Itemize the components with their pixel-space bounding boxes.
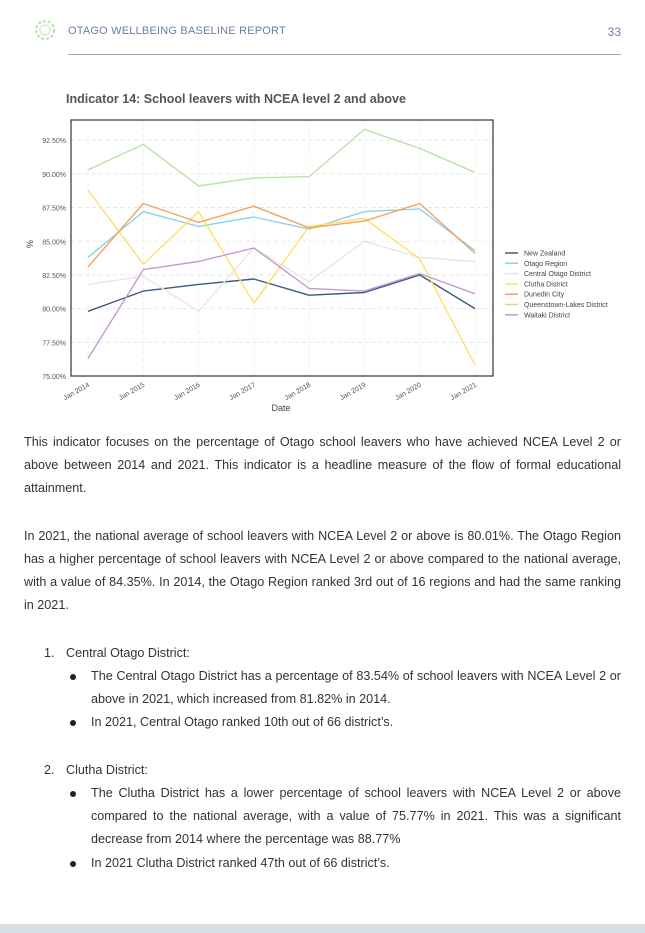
- footer-bar: [0, 924, 645, 933]
- x-axis-ticks: [63, 382, 479, 403]
- legend-label: Otago Region: [524, 260, 568, 268]
- y-tick-label: 80.00%: [42, 306, 66, 314]
- x-tick-label: Jan 2018: [283, 381, 313, 403]
- x-tick-label: Jan 2016: [173, 381, 202, 403]
- y-tick-label: 85.00%: [42, 239, 66, 247]
- legend-label: New Zealand: [524, 250, 566, 258]
- y-tick-label: 92.50%: [42, 138, 66, 146]
- bullet-dot: [70, 674, 76, 680]
- page-header: [0, 0, 645, 56]
- bullet-dot: [70, 720, 76, 726]
- bullet-text: The Central Otago District has a percentage of 83.54% of school leavers with NCEA Level 2 or above in 2021, which increased from 81.82% in 2014.: [91, 669, 621, 706]
- legend-label: Queenstown-Lakes District: [524, 302, 608, 309]
- series-line-6: [88, 129, 475, 186]
- y-axis-label: %: [25, 239, 35, 249]
- bullet-dot: [70, 861, 76, 867]
- chart-lines: [88, 129, 475, 365]
- y-axis-ticks: [42, 138, 66, 381]
- x-tick-label: Jan 2021: [449, 381, 478, 403]
- chart-legend: [505, 251, 608, 320]
- series-line-1: [88, 275, 475, 311]
- list-heading-central-otago: Central Otago District:: [66, 646, 190, 660]
- list-heading-clutha: Clutha District:: [66, 763, 148, 777]
- paragraph-summary: In 2021, the national average of school leavers with NCEA Level 2 or above is 80.01%. The Otago Region has a higher percentage of school leavers with NCEA Level 2 or above compared to the national average, with a value of 84.35%. In 2014, the Otago Region ranked 3rd out of 16 regions and had the same ranking in 2021.: [24, 529, 621, 612]
- y-tick-label: 87.50%: [42, 205, 66, 213]
- paragraph-intro: This indicator focuses on the percentage of Otago school leavers who have achieved NCEA Level 2 or above between 2014 and 2021. This indicator is a headline measure of the flow of formal educational attainment.: [24, 435, 621, 495]
- header-divider: [68, 54, 621, 55]
- legend-label: Clutha District: [524, 281, 568, 289]
- bullet-dot: [70, 791, 76, 797]
- chart-grid: [71, 120, 493, 376]
- report-title: OTAGO WELLBEING BASELINE REPORT: [68, 25, 286, 37]
- x-tick-label: Jan 2020: [394, 381, 423, 403]
- line-chart: [0, 110, 645, 420]
- y-tick-label: 90.00%: [42, 171, 66, 179]
- list-number: 1.: [44, 646, 55, 660]
- legend-label: Central Otago District: [524, 271, 591, 279]
- y-tick-label: 82.50%: [42, 272, 66, 280]
- bullet-text: The Clutha District has a lower percentage of school leavers with NCEA Level 2 or above compared to the national average, with a value of 75.77% in 2021. This was a significant decrease from 2014 where the percentage was 88.77%: [91, 786, 621, 846]
- leaf-wreath-logo-icon: [33, 18, 57, 42]
- chart-title: Indicator 14: School leavers with NCEA level 2 and above: [66, 92, 406, 106]
- x-tick-label: Jan 2019: [338, 381, 368, 403]
- legend-label: Dunedin City: [524, 291, 565, 299]
- plot-area: [71, 120, 493, 376]
- list-number: 2.: [44, 763, 55, 777]
- bullet-text: In 2021, Central Otago ranked 10th out of 66 district’s.: [91, 715, 394, 729]
- x-tick-label: Jan 2014: [62, 381, 91, 403]
- x-tick-label: Jan 2015: [117, 381, 147, 403]
- page-number: 33: [607, 25, 621, 39]
- bullet-text: In 2021 Clutha District ranked 47th out of 66 district’s.: [91, 856, 390, 870]
- y-tick-label: 77.50%: [42, 340, 66, 348]
- x-axis-label: Date: [271, 403, 291, 413]
- x-tick-label: Jan 2017: [228, 381, 257, 403]
- series-line-2: [88, 209, 475, 258]
- y-tick-label: 75.00%: [42, 374, 66, 381]
- legend-label: Waitaki District: [524, 312, 571, 320]
